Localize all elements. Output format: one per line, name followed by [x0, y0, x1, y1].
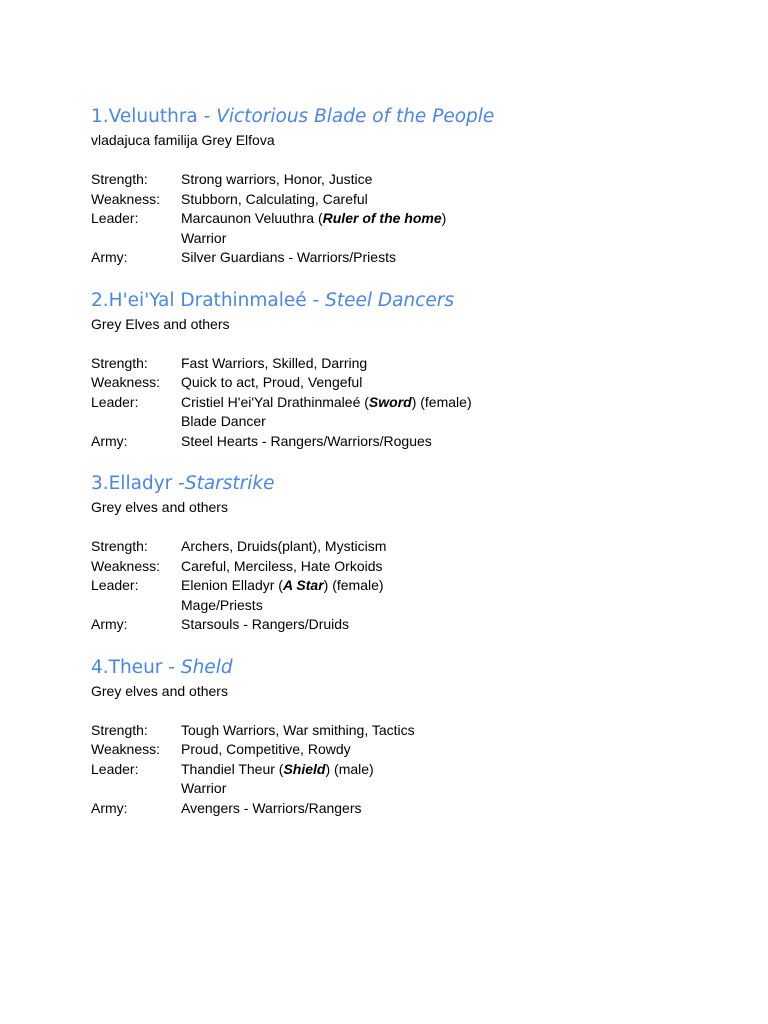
army-label: Army:	[91, 249, 128, 265]
army-label: Army:	[91, 616, 128, 632]
weakness-label: Weakness:	[91, 557, 160, 574]
leader-role-row	[91, 412, 731, 432]
leader-value	[181, 576, 731, 596]
strength-value: Archers, Druids(plant), Mysticism	[181, 538, 387, 554]
section-heading	[91, 471, 731, 497]
army-label: Army:	[91, 432, 128, 449]
strength-label: Strength:	[91, 538, 148, 554]
leader-row	[91, 760, 731, 780]
leader-suffix: )	[441, 210, 447, 226]
house-epithet: Starstrike	[184, 473, 275, 494]
house-epithet: Sheld	[180, 656, 233, 678]
house-name: H'ei'Yal Drathinmaleé	[108, 289, 307, 311]
section-number: 3.	[91, 473, 109, 494]
leader-value	[181, 209, 731, 229]
strength-value: Strong warriors, Honor, Justice	[181, 171, 373, 187]
army-value: Steel Hearts - Rangers/Warriors/Rogues	[181, 432, 432, 449]
strength-row	[91, 537, 731, 557]
house-name: Theur	[108, 656, 163, 678]
weakness-row	[91, 190, 731, 210]
army-value: Silver Guardians - Warriors/Priests	[181, 249, 396, 265]
leader-suffix: ) (female)	[323, 577, 384, 593]
leader-role: Mage/Priests	[181, 596, 263, 613]
section-number: 4.	[91, 656, 109, 678]
house-name: Veluuthra	[108, 106, 198, 127]
strength-value: Fast Warriors, Skilled, Darring	[181, 354, 368, 371]
leader-value	[181, 393, 731, 413]
army-value: Starsouls - Rangers/Druids	[181, 616, 350, 632]
strength-label: Strength:	[91, 721, 148, 738]
leader-row	[91, 209, 731, 229]
house-section-theur	[91, 655, 731, 819]
leader-label: Leader:	[91, 393, 139, 410]
leader-title: Shield	[283, 760, 326, 777]
document-page	[91, 104, 731, 818]
house-intro: Grey Elves and others	[91, 315, 230, 332]
weakness-label: Weakness:	[91, 741, 160, 757]
leader-label: Leader:	[91, 210, 139, 226]
heading-separator: -	[306, 289, 326, 311]
strength-label: Strength:	[91, 171, 148, 187]
section-number: 1.	[91, 106, 109, 127]
heading-separator: -	[172, 473, 185, 494]
weakness-value: Proud, Competitive, Rowdy	[181, 741, 351, 757]
leader-row	[91, 393, 731, 413]
leader-role: Warrior	[181, 229, 227, 246]
house-intro: Grey elves and others	[91, 682, 228, 699]
strength-row	[91, 170, 731, 190]
weakness-value: Stubborn, Calculating, Careful	[181, 190, 368, 207]
weakness-row	[91, 373, 731, 393]
leader-suffix: ) (male)	[325, 760, 374, 777]
leader-role-row	[91, 779, 731, 799]
weakness-row	[91, 557, 731, 577]
leader-role: Warrior	[181, 780, 227, 796]
weakness-label: Weakness:	[91, 374, 160, 390]
leader-name: Thandiel Theur (	[181, 760, 284, 777]
leader-suffix: ) (female)	[411, 393, 472, 410]
house-epithet: Steel Dancers	[325, 289, 454, 311]
section-heading	[91, 104, 731, 130]
section-heading	[91, 288, 731, 314]
house-epithet: Victorious Blade of the People	[216, 106, 495, 127]
army-row	[91, 432, 731, 452]
house-intro: vladajuca familija Grey Elfova	[91, 132, 275, 148]
strength-row	[91, 354, 731, 374]
leader-role-row	[91, 596, 731, 616]
leader-name: Elenion Elladyr (	[181, 577, 283, 593]
section-number: 2.	[91, 289, 109, 311]
house-name: Elladyr	[108, 473, 173, 494]
leader-title: Sword	[368, 393, 412, 410]
army-value: Avengers - Warriors/Rangers	[181, 799, 362, 816]
strength-value: Tough Warriors, War smithing, Tactics	[181, 721, 415, 738]
weakness-value: Quick to act, Proud, Vengeful	[181, 374, 363, 390]
leader-name: Marcaunon Veluuthra (	[181, 210, 323, 226]
leader-name: Cristiel H'ei'Yal Drathinmaleé (	[181, 393, 369, 410]
army-label: Army:	[91, 799, 128, 816]
weakness-label: Weakness:	[91, 190, 160, 207]
leader-label: Leader:	[91, 577, 139, 593]
house-section-veluuthra	[91, 104, 731, 268]
leader-title: A Star	[282, 577, 324, 593]
house-intro: Grey elves and others	[91, 499, 228, 515]
army-row	[91, 615, 731, 635]
leader-role-row	[91, 229, 731, 249]
army-row	[91, 248, 731, 268]
weakness-value: Careful, Merciless, Hate Orkoids	[181, 557, 383, 574]
leader-value	[181, 760, 731, 780]
strength-row	[91, 721, 731, 741]
army-row	[91, 799, 731, 819]
weakness-row	[91, 740, 731, 760]
leader-title: Ruler of the home	[322, 210, 442, 226]
house-section-elladyr	[91, 471, 731, 635]
house-section-drathinmalee	[91, 288, 731, 452]
leader-label: Leader:	[91, 760, 139, 777]
leader-row	[91, 576, 731, 596]
heading-separator: -	[162, 656, 181, 678]
leader-role: Blade Dancer	[181, 413, 266, 429]
strength-label: Strength:	[91, 354, 148, 371]
heading-separator: -	[197, 106, 217, 127]
section-heading	[91, 655, 731, 681]
